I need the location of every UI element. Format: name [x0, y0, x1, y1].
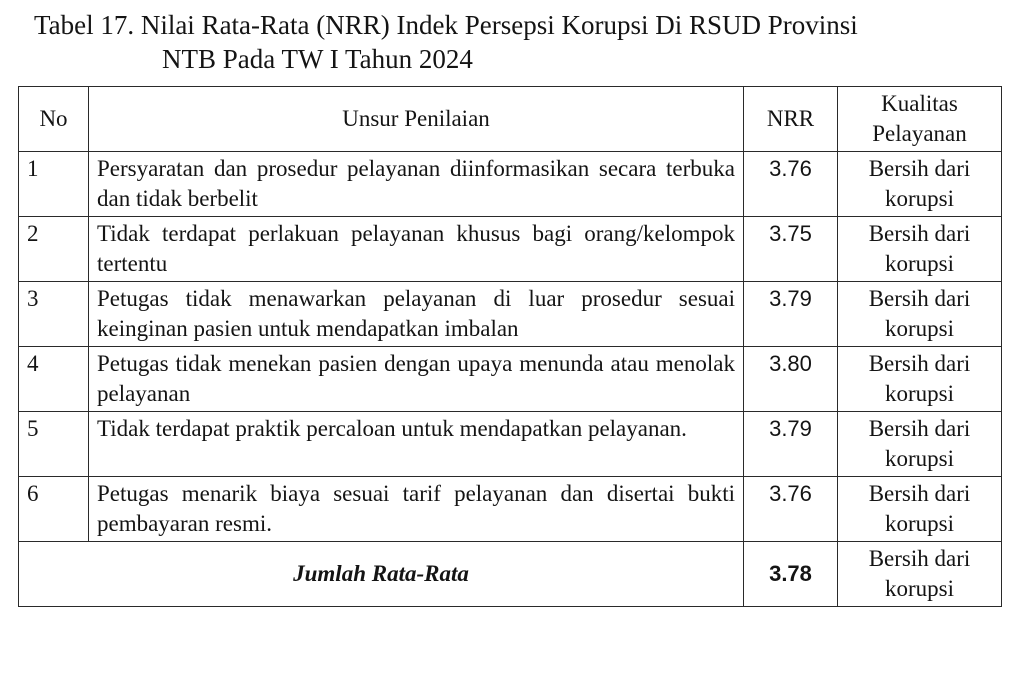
row-kualitas-line-2: korupsi: [885, 186, 954, 211]
row-unsur: Tidak terdapat perlakuan pelayanan khusus bagi orang/kelompok tertentu: [89, 217, 744, 282]
row-kualitas-line-1: Bersih dari: [868, 286, 971, 311]
row-no: 6: [19, 477, 89, 542]
total-kualitas: [838, 542, 1002, 607]
caption-line-1: Tabel 17. Nilai Rata-Rata (NRR) Indek Persepsi Korupsi Di RSUD Provinsi: [34, 10, 858, 40]
table-row: [19, 477, 1002, 542]
row-kualitas-line-1: Bersih dari: [868, 481, 971, 506]
row-kualitas-line-2: korupsi: [885, 511, 954, 536]
row-kualitas-line-1: Bersih dari: [868, 416, 971, 441]
row-nrr: 3.76: [744, 152, 838, 217]
header-nrr: NRR: [744, 87, 838, 152]
row-unsur: Tidak terdapat praktik percaloan untuk mendapatkan pelayanan.: [89, 412, 744, 477]
row-kualitas: [838, 477, 1002, 542]
row-kualitas: [838, 217, 1002, 282]
total-kualitas-line-2: korupsi: [885, 576, 954, 601]
row-kualitas-line-2: korupsi: [885, 446, 954, 471]
row-kualitas-line-2: korupsi: [885, 251, 954, 276]
row-kualitas-line-1: Bersih dari: [868, 351, 971, 376]
row-kualitas-line-1: Bersih dari: [868, 156, 971, 181]
table-body: [19, 152, 1002, 607]
row-nrr: 3.76: [744, 477, 838, 542]
table-row: [19, 217, 1002, 282]
table-row: [19, 152, 1002, 217]
header-row: [19, 87, 1002, 152]
row-unsur: Petugas menarik biaya sesuai tarif pelayanan dan disertai bukti pembayaran resmi.: [89, 477, 744, 542]
row-kualitas-line-1: Bersih dari: [868, 221, 971, 246]
row-nrr: 3.79: [744, 282, 838, 347]
total-nrr: 3.78: [744, 542, 838, 607]
row-nrr: 3.75: [744, 217, 838, 282]
nrr-table: [18, 86, 1002, 607]
row-kualitas: [838, 282, 1002, 347]
row-unsur: Persyaratan dan prosedur pelayanan diinformasikan secara terbuka dan tidak berbelit: [89, 152, 744, 217]
row-kualitas: [838, 347, 1002, 412]
row-no: 5: [19, 412, 89, 477]
total-kualitas-line-1: Bersih dari: [868, 546, 971, 571]
row-no: 1: [19, 152, 89, 217]
header-no: No: [19, 87, 89, 152]
row-no: 3: [19, 282, 89, 347]
table-caption: [34, 8, 858, 76]
row-kualitas-line-2: korupsi: [885, 316, 954, 341]
row-no: 2: [19, 217, 89, 282]
caption-line-2: NTB Pada TW I Tahun 2024: [162, 44, 473, 74]
header-kualitas-line-1: Kualitas: [881, 91, 958, 116]
total-label: Jumlah Rata-Rata: [19, 542, 744, 607]
row-nrr: 3.80: [744, 347, 838, 412]
total-row: [19, 542, 1002, 607]
row-no: 4: [19, 347, 89, 412]
header-kualitas-line-2: Pelayanan: [872, 121, 967, 146]
row-nrr: 3.79: [744, 412, 838, 477]
header-unsur: Unsur Penilaian: [89, 87, 744, 152]
row-kualitas: [838, 412, 1002, 477]
table-row: [19, 412, 1002, 477]
row-kualitas-line-2: korupsi: [885, 381, 954, 406]
row-kualitas: [838, 152, 1002, 217]
row-unsur: Petugas tidak menekan pasien dengan upaya menunda atau menolak pelayanan: [89, 347, 744, 412]
table-row: [19, 347, 1002, 412]
header-kualitas: [838, 87, 1002, 152]
table-row: [19, 282, 1002, 347]
row-unsur: Petugas tidak menawarkan pelayanan di luar prosedur sesuai keinginan pasien untuk mendapatkan imbalan: [89, 282, 744, 347]
